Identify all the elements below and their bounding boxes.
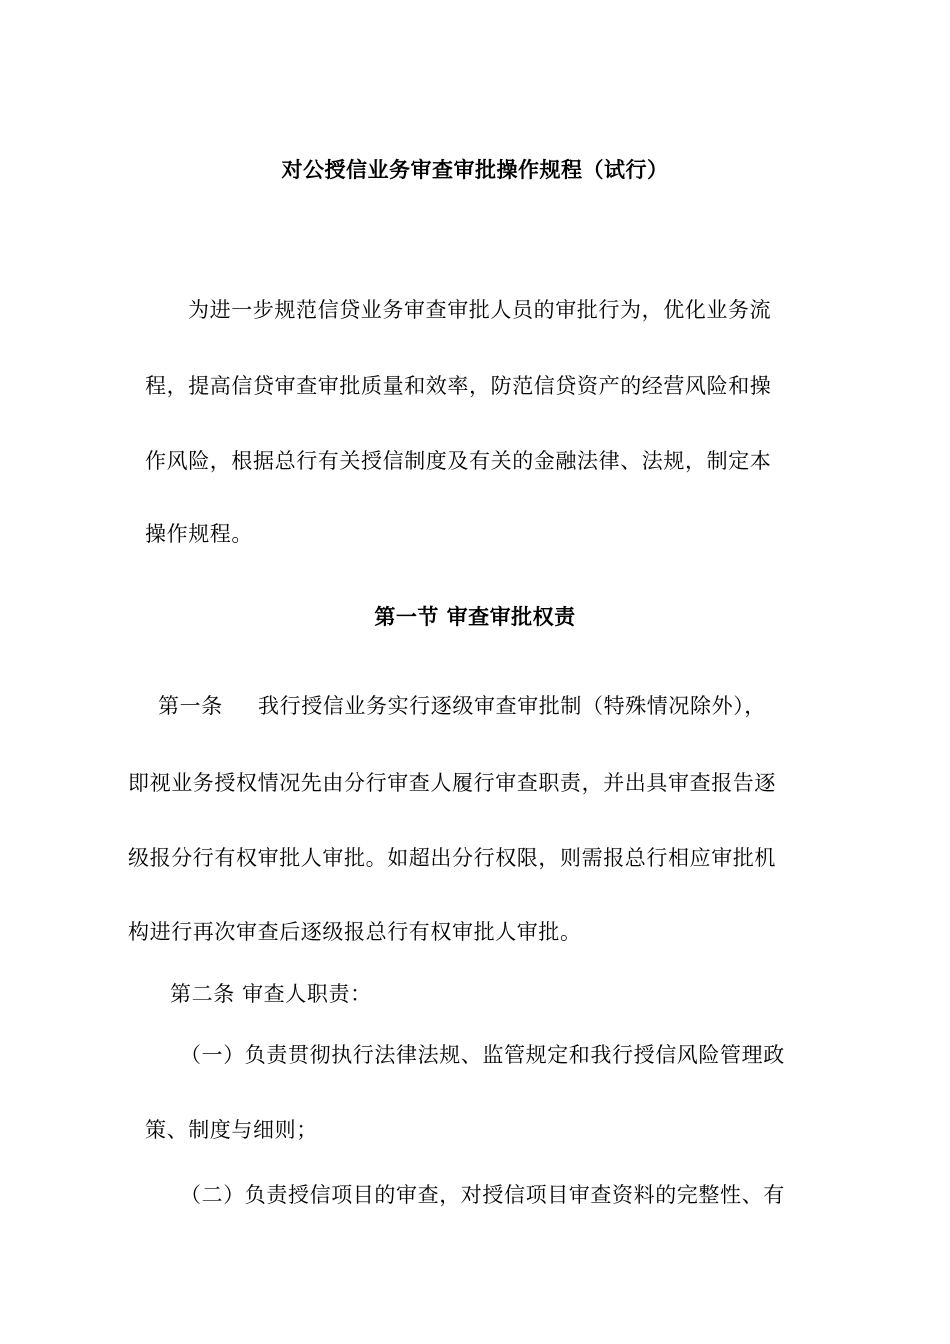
section-heading: 第一节 审查审批权责 [374,604,576,629]
intro-line-2: 程，提高信贷审查审批质量和效率，防范信贷资产的经营风险和操 [145,374,772,398]
intro-line-4: 操作规程。 [145,522,253,546]
intro-line-3: 作风险，根据总行有关授信制度及有关的金融法律、法规，制定本 [145,449,772,473]
article1-line-3: 级报分行有权审批人审批。如超出分行权限，则需报总行相应审批机 [128,846,776,870]
article2-item-2: （二）负责授信项目的审查，对授信项目审查资料的完整性、有 [180,1183,785,1207]
article1-line-1: 我行授信业务实行逐级审查审批制（特殊情况除外）， [258,694,766,718]
article2-item-1-cont: 策、制度与细则； [145,1118,318,1142]
article1-line-4: 构进行再次审查后逐级报总行有权审批人审批。 [128,920,582,944]
article1-line-2: 即视业务授权情况先由分行审查人履行审查职责，并出具审查报告逐 [128,771,776,795]
document-title: 对公授信业务审查审批操作规程（试行） [281,157,669,182]
intro-line-1: 为进一步规范信贷业务审查审批人员的审批行为，优化业务流 [188,298,772,322]
article1-number: 第一条 [158,694,223,718]
article2-heading: 第二条 审查人职责： [170,982,372,1006]
article2-item-1: （一）负责贯彻执行法律法规、监管规定和我行授信风险管理政 [180,1043,785,1067]
